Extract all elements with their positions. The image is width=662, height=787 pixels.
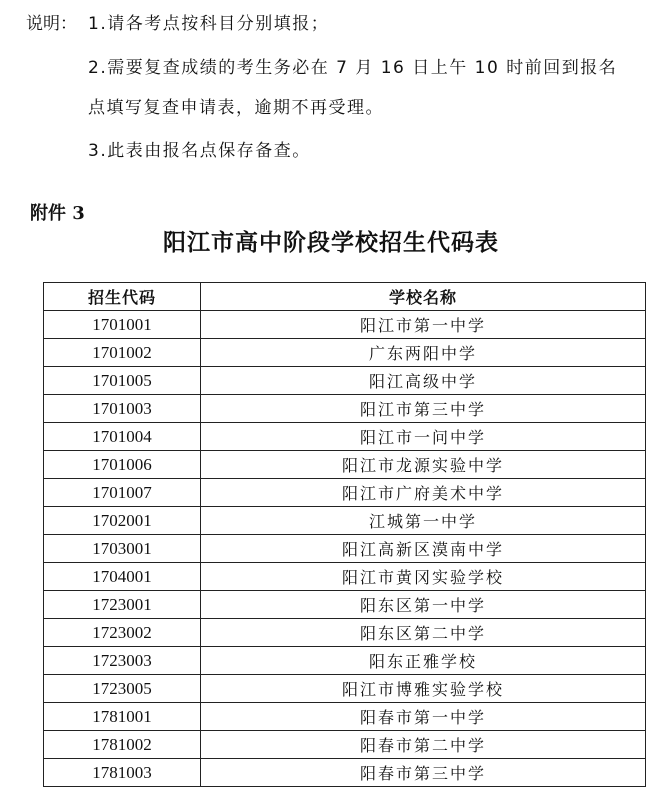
cell-school-name: 阳春市第三中学 bbox=[201, 759, 646, 787]
cell-code: 1701004 bbox=[44, 423, 201, 451]
cell-code: 1702001 bbox=[44, 507, 201, 535]
cell-school-name: 阳江高级中学 bbox=[201, 367, 646, 395]
cell-code: 1703001 bbox=[44, 535, 201, 563]
cell-code: 1723002 bbox=[44, 619, 201, 647]
cell-school-name: 阳春市第一中学 bbox=[201, 703, 646, 731]
attachment-label: 附件 3 bbox=[30, 203, 85, 224]
table-row bbox=[44, 451, 646, 479]
table-row bbox=[44, 591, 646, 619]
table-row bbox=[44, 367, 646, 395]
cell-school-name: 阳江市黄冈实验学校 bbox=[201, 563, 646, 591]
table-row bbox=[44, 339, 646, 367]
table-row bbox=[44, 731, 646, 759]
cell-code: 1701003 bbox=[44, 395, 201, 423]
cell-school-name: 阳江市第一中学 bbox=[201, 311, 646, 339]
page-title: 阳江市高中阶段学校招生代码表 bbox=[163, 229, 499, 256]
instructions-label: 说明： bbox=[26, 14, 77, 34]
instruction-2: 2.需要复查成绩的考生务必在 7 月 16 日上午 10 时前回到报名 bbox=[88, 58, 618, 78]
cell-code: 1704001 bbox=[44, 563, 201, 591]
cell-code: 1781002 bbox=[44, 731, 201, 759]
table-row bbox=[44, 423, 646, 451]
cell-school-name: 阳春市第二中学 bbox=[201, 731, 646, 759]
table-row bbox=[44, 563, 646, 591]
table-row bbox=[44, 647, 646, 675]
instruction-3: 3.此表由报名点保存备查。 bbox=[88, 141, 311, 161]
table-row bbox=[44, 507, 646, 535]
cell-school-name: 阳江市第三中学 bbox=[201, 395, 646, 423]
header-school-name: 学校名称 bbox=[201, 283, 646, 311]
table-header-row bbox=[44, 283, 646, 311]
cell-school-name: 阳江市龙源实验中学 bbox=[201, 451, 646, 479]
cell-school-name: 江城第一中学 bbox=[201, 507, 646, 535]
table-row bbox=[44, 395, 646, 423]
cell-school-name: 阳江市广府美术中学 bbox=[201, 479, 646, 507]
table-row bbox=[44, 535, 646, 563]
instruction-1: 1.请各考点按科目分别填报； bbox=[88, 14, 330, 34]
cell-code: 1701001 bbox=[44, 311, 201, 339]
cell-school-name: 阳东区第二中学 bbox=[201, 619, 646, 647]
cell-school-name: 广东两阳中学 bbox=[201, 339, 646, 367]
cell-code: 1701002 bbox=[44, 339, 201, 367]
cell-code: 1723001 bbox=[44, 591, 201, 619]
table-row bbox=[44, 675, 646, 703]
cell-school-name: 阳江高新区漠南中学 bbox=[201, 535, 646, 563]
header-code: 招生代码 bbox=[44, 283, 201, 311]
cell-code: 1723005 bbox=[44, 675, 201, 703]
cell-code: 1701007 bbox=[44, 479, 201, 507]
cell-code: 1723003 bbox=[44, 647, 201, 675]
table-row bbox=[44, 703, 646, 731]
table-row bbox=[44, 479, 646, 507]
cell-code: 1701006 bbox=[44, 451, 201, 479]
table-row bbox=[44, 311, 646, 339]
table-row bbox=[44, 759, 646, 787]
school-code-table bbox=[43, 282, 646, 787]
cell-school-name: 阳江市博雅实验学校 bbox=[201, 675, 646, 703]
cell-code: 1781001 bbox=[44, 703, 201, 731]
cell-school-name: 阳东正雅学校 bbox=[201, 647, 646, 675]
cell-school-name: 阳东区第一中学 bbox=[201, 591, 646, 619]
cell-school-name: 阳江市一问中学 bbox=[201, 423, 646, 451]
instruction-2-continued: 点填写复查申请表，逾期不再受理。 bbox=[88, 98, 384, 118]
table-row bbox=[44, 619, 646, 647]
cell-code: 1701005 bbox=[44, 367, 201, 395]
cell-code: 1781003 bbox=[44, 759, 201, 787]
